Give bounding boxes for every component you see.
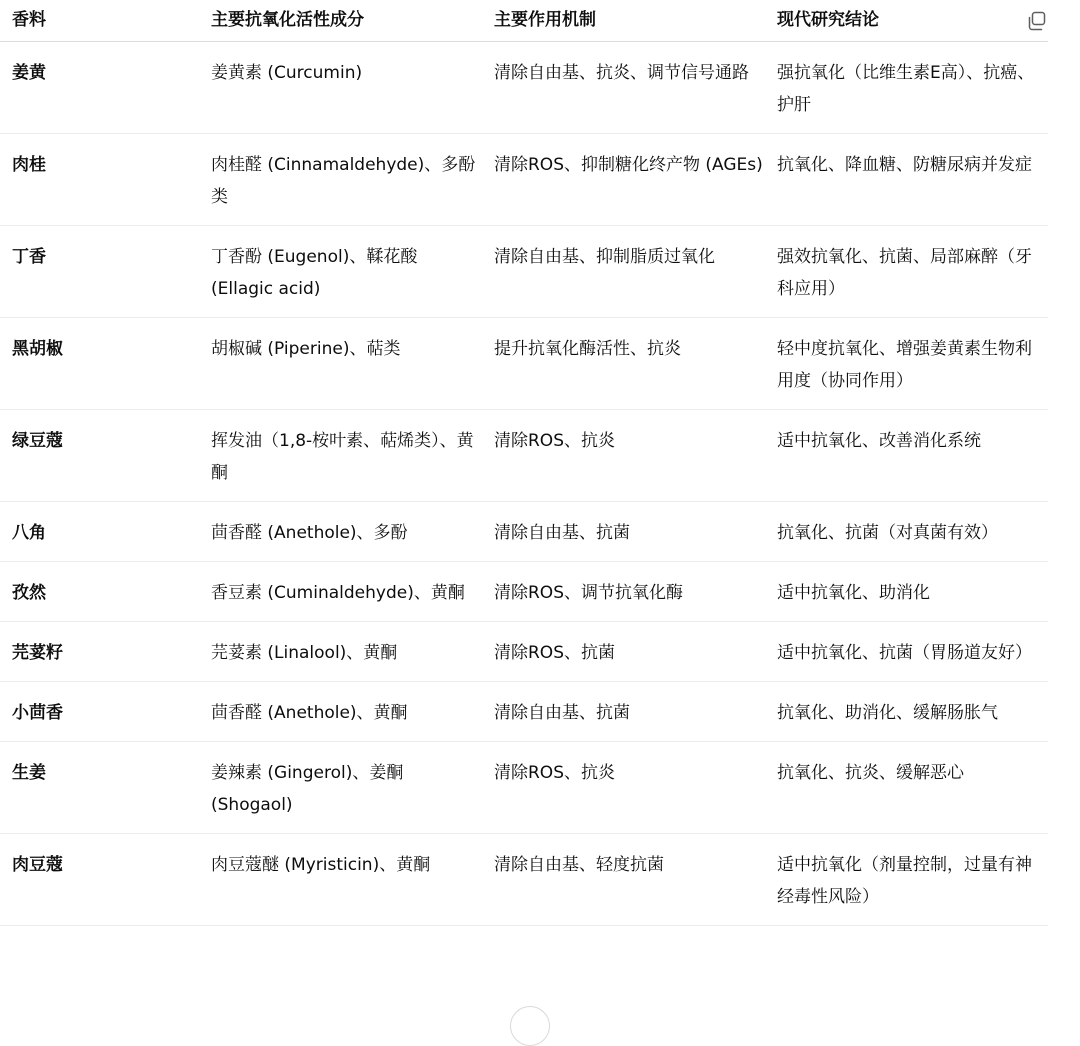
cell-component: 胡椒碱 (Piperine)、萜类 [199,317,482,409]
cell-component: 茴香醛 (Anethole)、黄酮 [199,681,482,741]
cell-conclusion: 抗氧化、抗炎、缓解恶心 [765,741,1048,833]
column-header-conclusion: 现代研究结论 [765,0,1048,41]
cell-conclusion: 轻中度抗氧化、增强姜黄素生物利用度（协同作用） [765,317,1048,409]
table-row [0,133,1048,225]
cell-spice: 八角 [0,501,199,561]
cell-component: 丁香酚 (Eugenol)、鞣花酸 (Ellagic acid) [199,225,482,317]
cell-mechanism: 提升抗氧化酶活性、抗炎 [482,317,765,409]
cell-component: 茴香醛 (Anethole)、多酚 [199,501,482,561]
cell-spice: 孜然 [0,561,199,621]
scroll-to-bottom-button[interactable] [510,1006,550,1046]
cell-conclusion: 适中抗氧化、抗菌（胃肠道友好） [765,621,1048,681]
cell-conclusion: 适中抗氧化、助消化 [765,561,1048,621]
table-row [0,833,1048,925]
cell-conclusion: 适中抗氧化（剂量控制，过量有神经毒性风险） [765,833,1048,925]
cell-spice: 芫荽籽 [0,621,199,681]
table-row [0,317,1048,409]
cell-spice: 姜黄 [0,41,199,133]
cell-spice: 肉桂 [0,133,199,225]
copy-table-button[interactable] [1026,10,1048,32]
cell-conclusion: 强抗氧化（比维生素E高）、抗癌、护肝 [765,41,1048,133]
cell-mechanism: 清除ROS、抗炎 [482,409,765,501]
cell-mechanism: 清除自由基、抗炎、调节信号通路 [482,41,765,133]
column-header-component: 主要抗氧化活性成分 [199,0,482,41]
cell-conclusion: 适中抗氧化、改善消化系统 [765,409,1048,501]
column-header-mechanism: 主要作用机制 [482,0,765,41]
table-row [0,501,1048,561]
cell-conclusion: 抗氧化、降血糖、防糖尿病并发症 [765,133,1048,225]
table-row [0,409,1048,501]
cell-spice: 绿豆蔻 [0,409,199,501]
table-row [0,681,1048,741]
column-header-spice: 香料 [0,0,199,41]
cell-spice: 肉豆蔻 [0,833,199,925]
cell-spice: 丁香 [0,225,199,317]
table-row [0,621,1048,681]
cell-mechanism: 清除ROS、抑制糖化终产物 (AGEs) [482,133,765,225]
cell-component: 肉豆蔻醚 (Myristicin)、黄酮 [199,833,482,925]
cell-mechanism: 清除ROS、抗炎 [482,741,765,833]
cell-component: 姜黄素 (Curcumin) [199,41,482,133]
table-row [0,561,1048,621]
table-header-row [0,0,1048,41]
cell-spice: 生姜 [0,741,199,833]
cell-component: 芫荽素 (Linalool)、黄酮 [199,621,482,681]
table-row [0,225,1048,317]
table-row [0,41,1048,133]
cell-component: 挥发油（1,8-桉叶素、萜烯类）、黄酮 [199,409,482,501]
cell-mechanism: 清除ROS、调节抗氧化酶 [482,561,765,621]
cell-component: 肉桂醛 (Cinnamaldehyde)、多酚类 [199,133,482,225]
cell-component: 姜辣素 (Gingerol)、姜酮 (Shogaol) [199,741,482,833]
cell-spice: 黑胡椒 [0,317,199,409]
cell-conclusion: 强效抗氧化、抗菌、局部麻醉（牙科应用） [765,225,1048,317]
cell-mechanism: 清除自由基、轻度抗菌 [482,833,765,925]
cell-mechanism: 清除自由基、抗菌 [482,501,765,561]
cell-mechanism: 清除自由基、抗菌 [482,681,765,741]
copy-icon [1026,10,1048,32]
cell-conclusion: 抗氧化、助消化、缓解肠胀气 [765,681,1048,741]
cell-mechanism: 清除自由基、抑制脂质过氧化 [482,225,765,317]
table-row [0,741,1048,833]
cell-mechanism: 清除ROS、抗菌 [482,621,765,681]
cell-spice: 小茴香 [0,681,199,741]
cell-component: 香豆素 (Cuminaldehyde)、黄酮 [199,561,482,621]
cell-conclusion: 抗氧化、抗菌（对真菌有效） [765,501,1048,561]
